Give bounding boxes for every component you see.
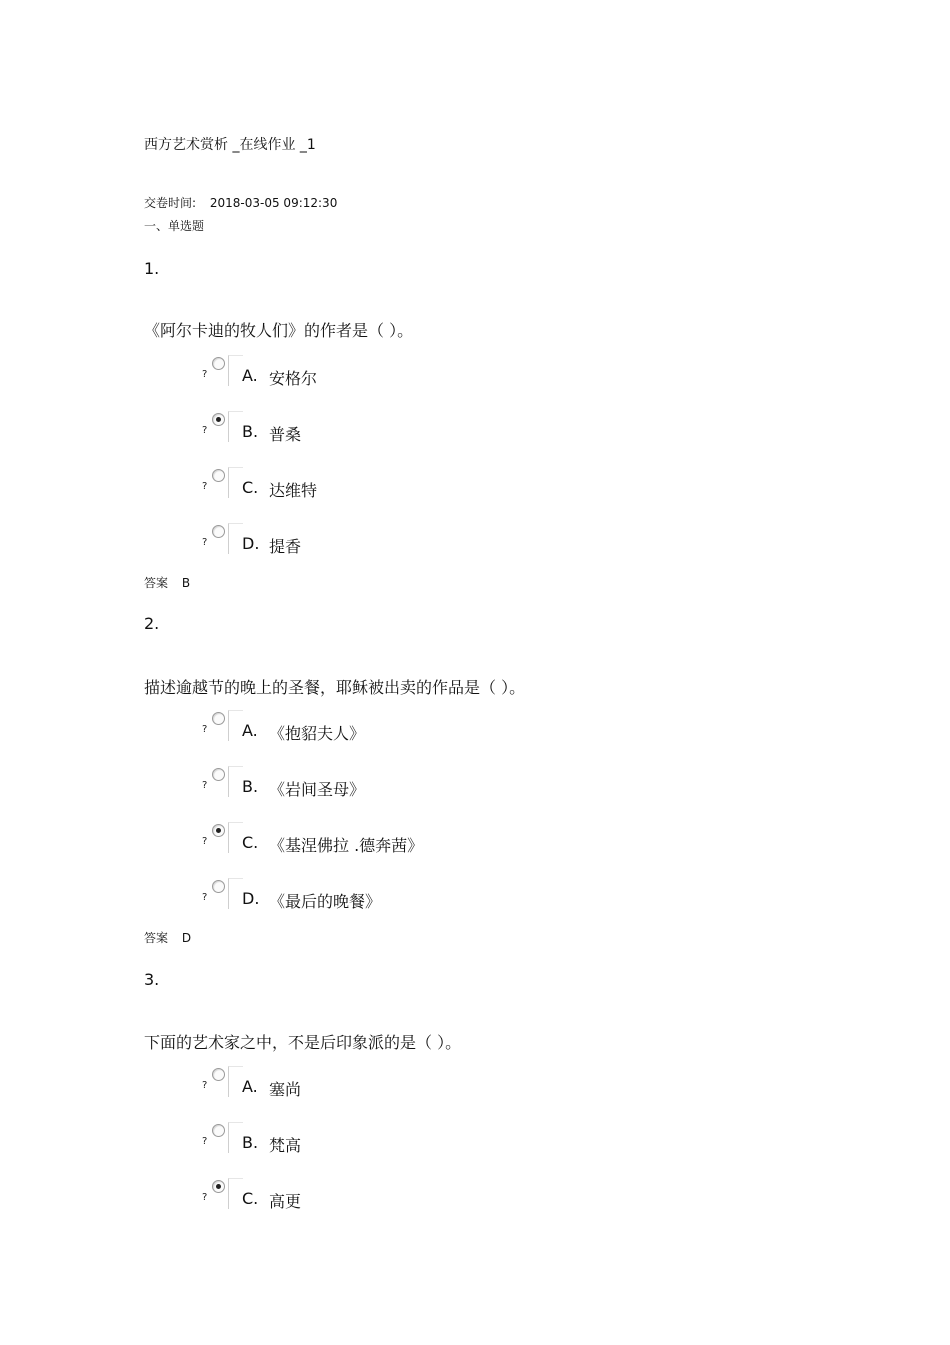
option-letter: A. <box>242 366 258 385</box>
option-row[interactable] <box>200 766 600 798</box>
question-mark: ? <box>202 836 208 847</box>
radio-button[interactable] <box>212 1124 225 1137</box>
question-mark: ? <box>202 537 208 548</box>
option-letter: D. <box>242 534 260 553</box>
submit-time-value: 2018-03-05 09:12:30 <box>209 196 338 210</box>
question-mark: ? <box>202 369 208 380</box>
question-mark: ? <box>202 425 208 436</box>
answer-label: 答案 <box>144 931 169 945</box>
option-frame <box>228 710 243 741</box>
option-frame <box>228 878 243 909</box>
question-text: 描述逾越节的晚上的圣餐，耶稣被出卖的作品是（ ）。 <box>144 678 526 697</box>
option-frame <box>228 1066 243 1097</box>
option-text: 安格尔 <box>269 369 318 388</box>
option-frame <box>228 1122 243 1153</box>
question-mark: ? <box>202 481 208 492</box>
radio-button[interactable] <box>212 1068 225 1081</box>
question-mark: ? <box>202 1192 208 1203</box>
option-text: 达维特 <box>269 481 318 500</box>
question-number: 3. <box>144 970 160 989</box>
question-mark: ? <box>202 1136 208 1147</box>
option-text: 梵高 <box>269 1136 302 1155</box>
option-row[interactable] <box>200 710 600 742</box>
option-letter: A. <box>242 1077 258 1096</box>
option-letter: A. <box>242 721 258 740</box>
option-frame <box>228 1178 243 1209</box>
radio-button[interactable] <box>212 525 225 538</box>
option-frame <box>228 766 243 797</box>
radio-button-selected[interactable] <box>212 824 225 837</box>
option-text: 提香 <box>269 537 302 556</box>
option-row[interactable] <box>200 523 600 555</box>
option-frame <box>228 411 243 442</box>
option-row[interactable] <box>200 878 600 910</box>
question-mark: ? <box>202 780 208 791</box>
question-mark: ? <box>202 724 208 735</box>
radio-button[interactable] <box>212 880 225 893</box>
radio-button[interactable] <box>212 768 225 781</box>
option-letter: C. <box>242 1189 259 1208</box>
option-text: 《抱貂夫人》 <box>269 724 366 743</box>
section-heading: 一、单选题 <box>144 219 205 233</box>
option-row[interactable] <box>200 1178 600 1210</box>
option-row[interactable] <box>200 822 600 854</box>
question-mark: ? <box>202 1080 208 1091</box>
option-frame <box>228 523 243 554</box>
option-text: 普桑 <box>269 425 302 444</box>
answer-value: D <box>181 931 192 945</box>
option-frame <box>228 822 243 853</box>
radio-button-selected[interactable] <box>212 1180 225 1193</box>
page-title: 西方艺术赏析 _在线作业 _1 <box>144 137 316 153</box>
option-text: 塞尚 <box>269 1080 302 1099</box>
answer-row <box>144 929 191 946</box>
question-number: 1. <box>144 259 160 278</box>
radio-button[interactable] <box>212 357 225 370</box>
option-frame <box>228 467 243 498</box>
option-letter: D. <box>242 889 260 908</box>
option-text: 《最后的晚餐》 <box>269 892 382 911</box>
radio-button[interactable] <box>212 469 225 482</box>
option-row[interactable] <box>200 355 600 387</box>
option-letter: B. <box>242 777 259 796</box>
submit-time-label: 交卷时间: <box>144 196 197 210</box>
question-mark: ? <box>202 892 208 903</box>
answer-value: B <box>181 576 191 590</box>
option-row[interactable] <box>200 1066 600 1098</box>
option-text: 《基涅佛拉 .德奔茜》 <box>269 836 424 855</box>
question-number: 2. <box>144 614 160 633</box>
question-text: 下面的艺术家之中，不是后印象派的是（ ）。 <box>144 1033 462 1052</box>
option-text: 高更 <box>269 1192 302 1211</box>
answer-row <box>144 574 190 591</box>
question-text: 《阿尔卡迪的牧人们》的作者是（ ）。 <box>144 321 414 340</box>
option-frame <box>228 355 243 386</box>
option-letter: B. <box>242 1133 259 1152</box>
radio-button[interactable] <box>212 712 225 725</box>
option-letter: C. <box>242 833 259 852</box>
option-letter: B. <box>242 422 259 441</box>
submit-time-row <box>144 194 337 211</box>
option-row[interactable] <box>200 411 600 443</box>
option-row[interactable] <box>200 467 600 499</box>
option-text: 《岩间圣母》 <box>269 780 366 799</box>
option-row[interactable] <box>200 1122 600 1154</box>
option-letter: C. <box>242 478 259 497</box>
answer-label: 答案 <box>144 576 169 590</box>
radio-button-selected[interactable] <box>212 413 225 426</box>
